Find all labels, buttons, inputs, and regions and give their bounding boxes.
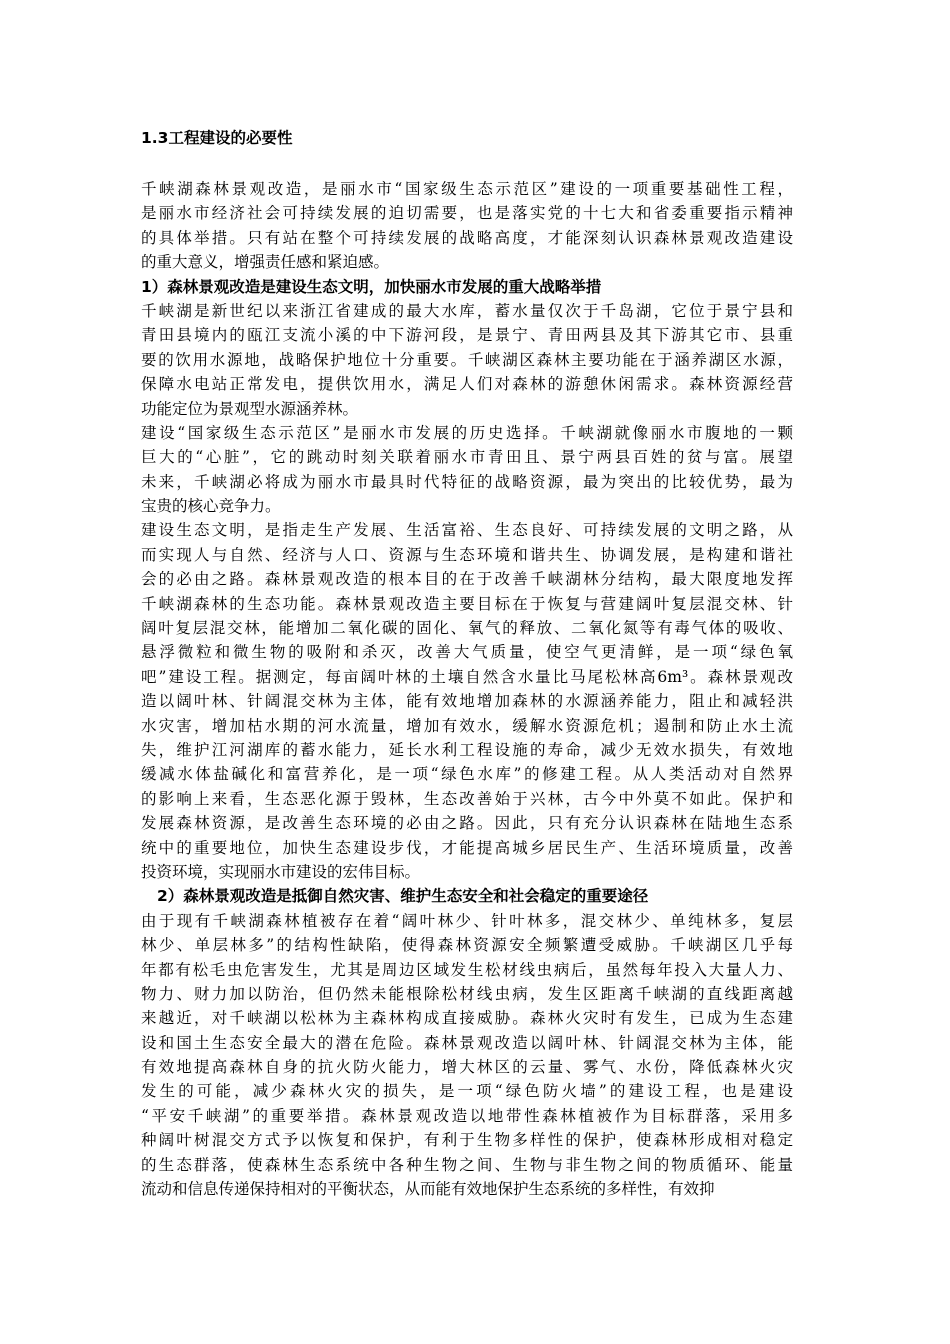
paragraph-line: 要的饮用水源地，战略保护地位十分重要。千峡湖区森林主要功能在于涵养湖区水源， — [141, 350, 793, 369]
paragraph — [141, 299, 793, 421]
paragraph-line: 有效地提高森林自身的抗火防火能力，增大林区的云量、雾气、水份，降低森林火灾 — [141, 1058, 793, 1077]
paragraph-line: 的重大意义，增强责任感和紧迫感。 — [141, 253, 390, 272]
paragraph-line: 林少、单层林多”的结构性缺陷，使得森林资源安全频繁遭受威胁。千峡湖区几乎每 — [141, 936, 793, 955]
paragraph-line: 发展森林资源，是改善生态环境的必由之路。因此，只有充分认识森林在陆地生态系 — [141, 814, 793, 833]
paragraph-line: 由于现有千峡湖森林植被存在着“阔叶林少、针叶林多，混交林少、单纯林多，复层 — [141, 911, 793, 930]
paragraph — [141, 421, 793, 519]
paragraph-line: 宝贵的核心竞争力。 — [141, 497, 281, 516]
paragraph-line: 是丽水市经济社会可持续发展的迫切需要，也是落实党的十七大和省委重要指示精神 — [141, 204, 793, 223]
paragraph-line: 而实现人与自然、经济与人口、资源与生态环境和谐共生、协调发展，是构建和谐社 — [141, 545, 793, 564]
paragraph-line: 失，维护江河湖库的蓄水能力，延长水利工程设施的寿命，减少无效水损失，有效地 — [141, 740, 793, 759]
paragraph — [141, 884, 793, 908]
paragraph-line: 功能定位为景观型水源涵养林。 — [141, 399, 359, 418]
paragraph-line: 建设“国家级生态示范区”是丽水市发展的历史选择。千峡湖就像丽水市腹地的一颗 — [141, 423, 793, 442]
paragraph-line: 未来，千峡湖必将成为丽水市最具时代特征的战略资源，最为突出的比较优势，最为 — [141, 472, 793, 491]
paragraph-line: 设和国土生态安全最大的潜在危险。森林景观改造以阔叶林、针阔混交林为主体，能 — [141, 1033, 793, 1052]
paragraph-line: 建设生态文明，是指走生产发展、生活富裕、生态良好、可持续发展的文明之路，从 — [141, 521, 793, 540]
paragraph — [141, 177, 793, 275]
subheading-line: 1）森林景观改造是建设生态文明，加快丽水市发展的重大战略举措 — [141, 277, 602, 296]
paragraph-line: 青田县境内的瓯江支流小溪的中下游河段，是景宁、青田两县及其下游其它市、县重 — [141, 326, 793, 345]
paragraph-line: 发生的可能，减少森林火灾的损失，是一项“绿色防火墙”的建设工程，也是建设 — [141, 1082, 793, 1101]
section-heading: 1.3工程建设的必要性 — [141, 129, 293, 147]
paragraph-line: 巨大的“心脏”，它的跳动时刻关联着丽水市青田且、景宁两县百姓的贫与富。展望 — [141, 448, 793, 467]
paragraph-line: 的影响上来看，生态恶化源于毁林，生态改善始于兴林，古今中外莫不如此。保护和 — [141, 789, 793, 808]
paragraph-line: 的生态群落，使森林生态系统中各种生物之间、生物与非生物之间的物质循环、能量 — [141, 1155, 793, 1174]
paragraph-line: 来越近，对千峡湖以松林为主森林构成直接威胁。森林火灾时有发生，已成为生态建 — [141, 1009, 793, 1028]
paragraph — [141, 518, 793, 884]
paragraph-line: 统中的重要地位，加快生态建设步伐，才能提高城乡居民生产、生活环境质量，改善 — [141, 838, 793, 857]
paragraph — [141, 909, 793, 1202]
paragraph-line: 千峡湖森林景观改造，是丽水市“国家级生态示范区”建设的一项重要基础性工程， — [141, 180, 793, 198]
paragraph-line: 水灾害，增加枯水期的河水流量，增加有效水，缓解水资源危机；遏制和防止水土流 — [141, 716, 793, 735]
paragraph-line: 造以阔叶林、针阔混交林为主体，能有效地增加森林的水源涵养能力，阻止和减轻洪 — [141, 692, 793, 711]
paragraph-line: 物力、财力加以防治，但仍然未能根除松材线虫病，发生区距离千峡湖的直线距离越 — [141, 984, 793, 1003]
paragraph-line: 投资环境，实现丽水市建设的宏伟目标。 — [141, 862, 421, 881]
paragraph-line: 年都有松毛虫危害发生，尤其是周边区域发生松材线虫病后，虽然每年投入大量人力、 — [141, 960, 793, 979]
paragraph — [141, 275, 793, 299]
paragraph-line: 千峡湖是新世纪以来浙江省建成的最大水库，蓄水量仅次于千岛湖，它位于景宁县和 — [141, 301, 793, 320]
paragraph-line: 的具体举措。只有站在整个可持续发展的战略高度，才能深刻认识森林景观改造建设 — [141, 228, 793, 247]
paragraph-line: 阔叶复层混交林，能增加二氧化碳的固化、氧气的释放、二氧化氮等有毒气体的吸收、 — [141, 619, 793, 638]
document-body — [141, 128, 793, 1201]
paragraph-line: “平安千峡湖”的重要举措。森林景观改造以地带性森林植被作为目标群落，采用多 — [141, 1106, 793, 1125]
paragraph-line: 吧”建设工程。据测定，每亩阔叶林的土壤自然含水量比马尾松林高6m³。森林景观改 — [141, 667, 793, 686]
paragraphs-container — [141, 177, 793, 1201]
paragraph-line: 千峡湖森林的生态功能。森林景观改造主要目标在于恢复与营建阔叶复层混交林、针 — [141, 594, 793, 613]
paragraph-line: 种阔叶树混交方式予以恢复和保护，有利于生物多样性的保护，使森林形成相对稳定 — [141, 1131, 793, 1150]
paragraph-line: 流动和信息传递保持相对的平衡状态，从而能有效地保护生态系统的多样性，有效抑 — [141, 1180, 715, 1199]
paragraph-line: 会的必由之路。森林景观改造的根本目的在于改善千峡湖林分结构，最大限度地发挥 — [141, 570, 793, 589]
subheading-line: 2）森林景观改造是抵御自然灾害、维护生态安全和社会稳定的重要途径 — [157, 887, 649, 906]
paragraph-line: 悬浮微粒和微生物的吸附和杀灭，改善大气质量，使空气更清鲜，是一项“绿色氧 — [141, 643, 793, 662]
paragraph-line: 缓减水体盐碱化和富营养化，是一项“绿色水库”的修建工程。从人类活动对自然界 — [141, 765, 793, 784]
paragraph-line: 保障水电站正常发电，提供饮用水，满足人们对森林的游憩休闲需求。森林资源经营 — [141, 375, 793, 394]
